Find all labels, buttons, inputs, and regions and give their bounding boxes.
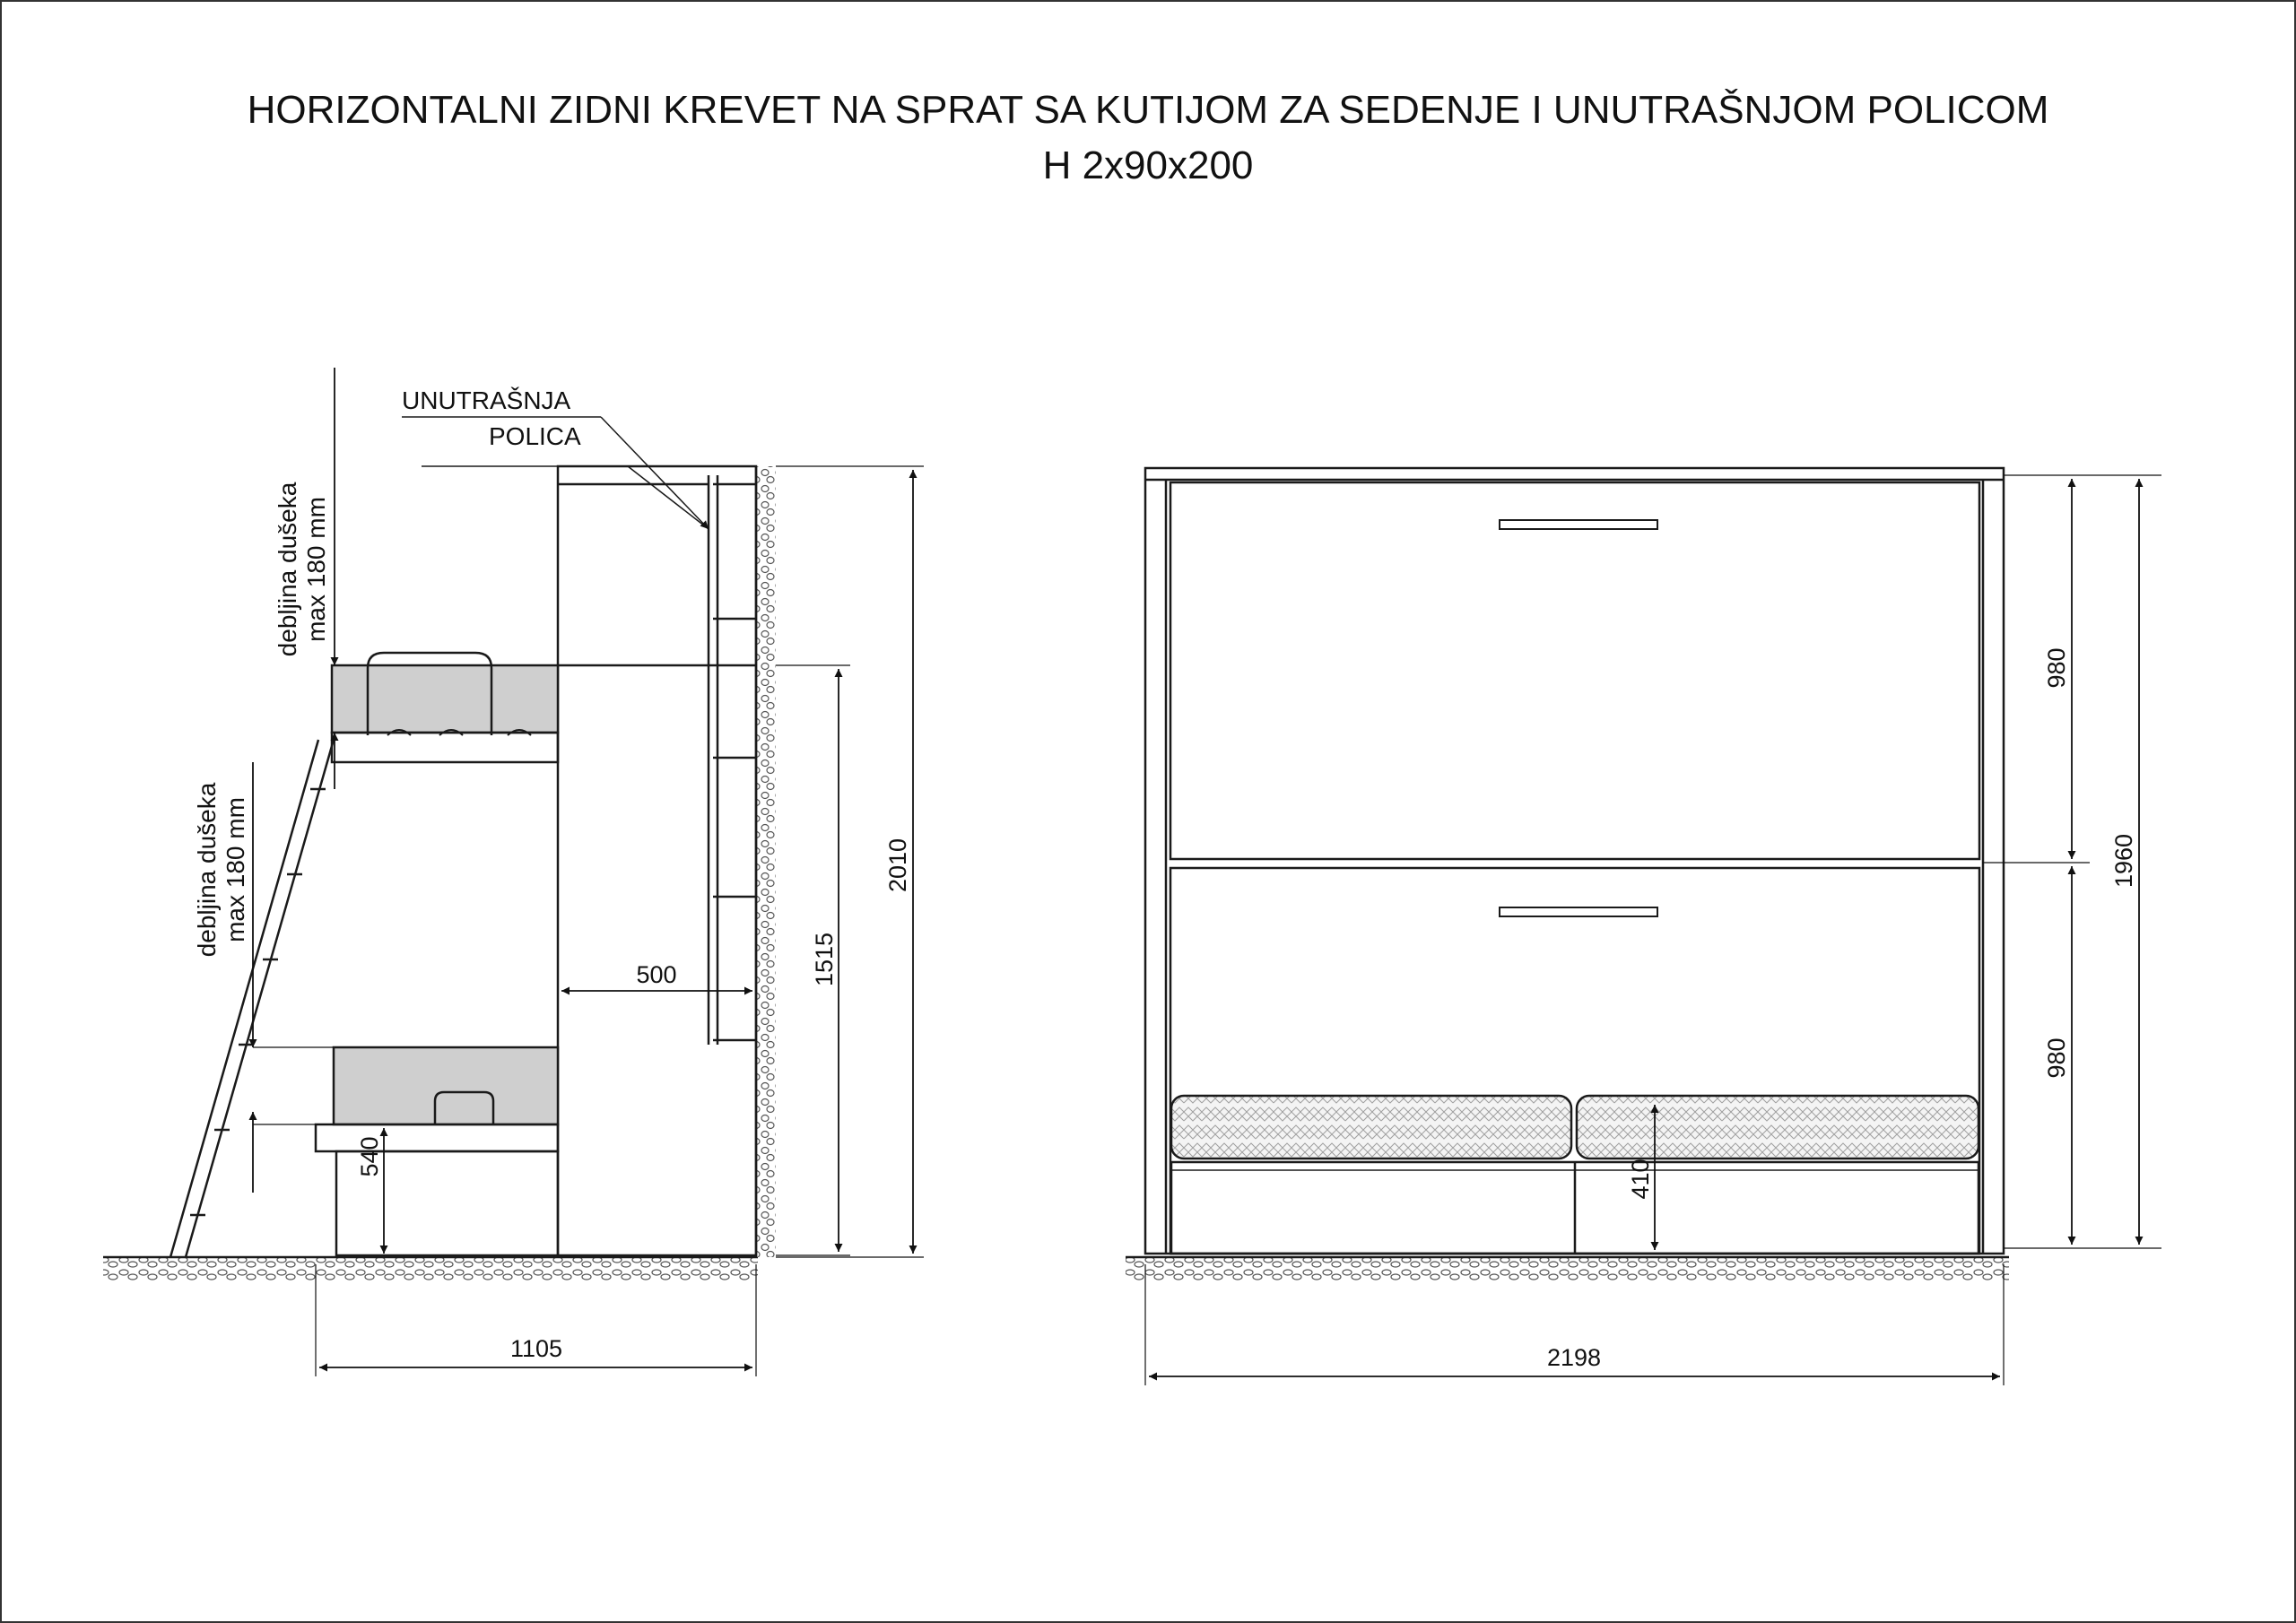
dim-lower-module: 980 (2043, 1037, 2070, 1079)
front-view (1126, 468, 2009, 1280)
drawing-title: HORIZONTALNI ZIDNI KREVET NA SPRAT SA KUTIJOM ZA SEDENJE I UNUTRAŠNJOM POLICOM (247, 88, 2049, 132)
dim-depth-total: 1105 (509, 1335, 563, 1362)
dim-seat-height: 540 (356, 1136, 383, 1177)
side-dimensions (253, 368, 924, 1376)
shelf-label-line2: POLICA (489, 422, 581, 450)
lower-handle (1500, 907, 1657, 916)
drawing-subtitle: H 2x90x200 (1042, 143, 1254, 187)
side-wall-hatch (756, 466, 776, 1257)
dim-total-width: 2198 (1546, 1344, 1602, 1371)
dim-total-height-side: 2010 (884, 838, 911, 893)
mattress-note-top-line2: max 180 mm (302, 497, 330, 642)
front-dimensions (1145, 475, 2161, 1385)
upper-bed-panel (1170, 482, 1979, 859)
dim-total-height-front: 1960 (2110, 833, 2137, 889)
lower-bed-frame (316, 1124, 558, 1151)
upper-mattress (332, 665, 558, 733)
seat-cushion-left (1171, 1096, 1571, 1159)
lower-mattress (334, 1047, 558, 1124)
dim-inner-depth: 500 (636, 961, 677, 988)
upper-handle (1500, 520, 1657, 529)
dim-upper-bed-height: 1515 (811, 932, 838, 987)
mattress-note-mid-line2: max 180 mm (222, 797, 249, 942)
seat-cushion-right (1577, 1096, 1979, 1159)
mattress-note-top-line1: debljina dušeka (274, 482, 301, 657)
side-cabinet (558, 466, 756, 1255)
mattress-note-mid-line1: debljina dušeka (193, 782, 221, 958)
side-ground-hatch (103, 1257, 758, 1280)
dim-seat-box: 410 (1627, 1159, 1654, 1200)
front-ground-hatch (1126, 1257, 2009, 1280)
dim-upper-module: 980 (2043, 647, 2070, 689)
shelf-label-line1: UNUTRAŠNJA (402, 386, 571, 414)
internal-shelves (713, 484, 756, 1040)
upper-bed-frame (332, 733, 558, 762)
page-border (1, 1, 2295, 1622)
